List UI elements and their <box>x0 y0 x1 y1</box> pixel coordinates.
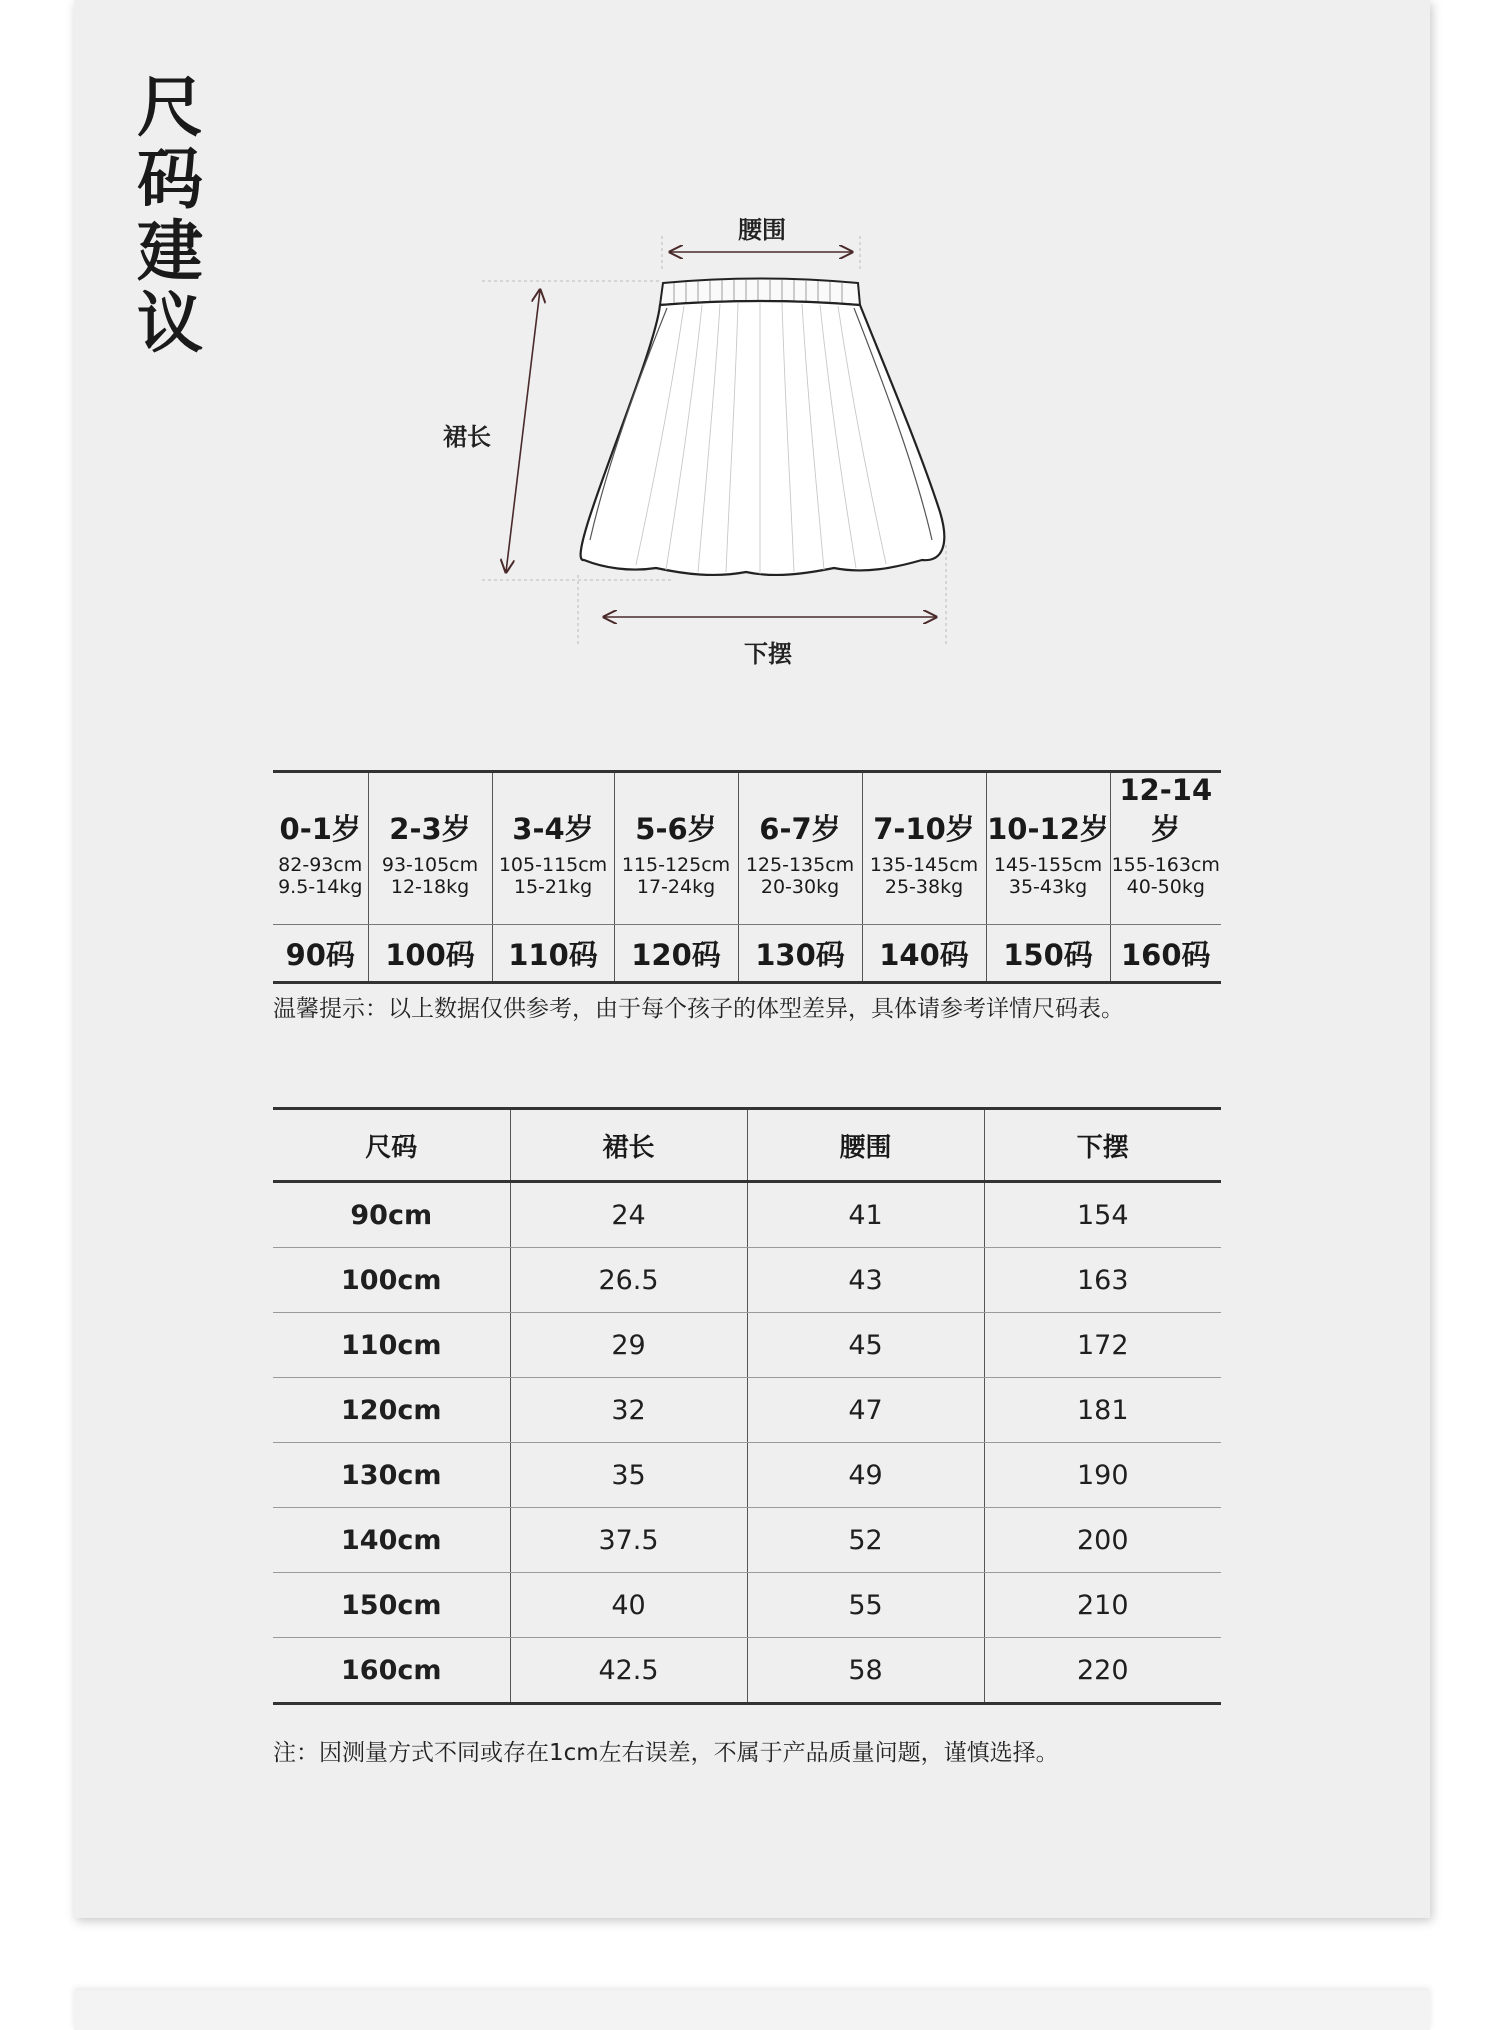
hem-cell: 172 <box>984 1313 1221 1378</box>
size-code-cell: 160码 <box>1110 925 1221 983</box>
header-hem: 下摆 <box>984 1109 1221 1182</box>
title-char: 议 <box>137 285 203 362</box>
hem-cell: 190 <box>984 1443 1221 1508</box>
title-char: 尺 <box>137 69 203 146</box>
size-code-cell: 100码 <box>368 925 492 983</box>
measure-cell <box>1110 848 1221 925</box>
measure-row <box>273 848 1221 925</box>
measurement-error-note: 注：因测量方式不同或存在1cm左右误差，不属于产品质量问题，谨慎选择。 <box>273 1740 1059 1766</box>
height-range: 135-145cm <box>869 854 979 876</box>
weight-range: 12-18kg <box>390 876 470 898</box>
height-range: 155-163cm <box>1111 854 1220 876</box>
table-row <box>273 1573 1221 1638</box>
length-cell: 37.5 <box>510 1508 747 1573</box>
size-cell: 150cm <box>273 1573 510 1638</box>
header-waist: 腰围 <box>747 1109 984 1182</box>
tip-note: 温馨提示：以上数据仅供参考，由于每个孩子的体型差异，具体请参考详情尺码表。 <box>273 996 1124 1022</box>
weight-range: 9.5-14kg <box>278 876 363 898</box>
title-char: 建 <box>137 213 203 290</box>
hem-cell: 163 <box>984 1248 1221 1313</box>
size-cell: 130cm <box>273 1443 510 1508</box>
height-range: 125-135cm <box>745 854 855 876</box>
measurement-table <box>273 1107 1221 1705</box>
header-length: 裙长 <box>510 1109 747 1182</box>
skirt-diagram <box>74 0 1430 720</box>
size-cell: 120cm <box>273 1378 510 1443</box>
length-label: 裙长 <box>443 423 491 451</box>
age-cell: 2-3岁 <box>368 772 492 849</box>
size-code-cell: 90码 <box>273 925 368 983</box>
height-range: 115-125cm <box>621 854 731 876</box>
age-cell: 10-12岁 <box>986 772 1110 849</box>
hem-cell: 154 <box>984 1182 1221 1248</box>
next-card-edge <box>74 1990 1430 2030</box>
measure-cell <box>614 848 738 925</box>
weight-range: 35-43kg <box>1008 876 1088 898</box>
hem-cell: 220 <box>984 1638 1221 1704</box>
age-cell: 0-1岁 <box>273 772 368 849</box>
length-cell: 42.5 <box>510 1638 747 1704</box>
measure-cell <box>862 848 986 925</box>
waist-label: 腰围 <box>738 216 786 244</box>
table-header-row <box>273 1109 1221 1182</box>
hem-label: 下摆 <box>744 640 792 668</box>
size-cell: 140cm <box>273 1508 510 1573</box>
age-cell: 5-6岁 <box>614 772 738 849</box>
weight-range: 17-24kg <box>636 876 716 898</box>
table-row <box>273 1638 1221 1704</box>
height-range: 145-155cm <box>993 854 1103 876</box>
size-code-cell: 120码 <box>614 925 738 983</box>
length-cell: 35 <box>510 1443 747 1508</box>
measure-cell <box>368 848 492 925</box>
length-cell: 40 <box>510 1573 747 1638</box>
waist-cell: 43 <box>747 1248 984 1313</box>
age-cell: 6-7岁 <box>738 772 862 849</box>
height-range: 105-115cm <box>498 854 608 876</box>
length-cell: 32 <box>510 1378 747 1443</box>
hem-cell: 210 <box>984 1573 1221 1638</box>
size-cell: 110cm <box>273 1313 510 1378</box>
age-row <box>273 772 1221 849</box>
age-size-table <box>273 770 1221 984</box>
size-cell: 160cm <box>273 1638 510 1704</box>
waist-cell: 49 <box>747 1443 984 1508</box>
height-range: 82-93cm <box>278 854 363 876</box>
table-row <box>273 1248 1221 1313</box>
table-row <box>273 1443 1221 1508</box>
hem-cell: 200 <box>984 1508 1221 1573</box>
size-cell: 90cm <box>273 1182 510 1248</box>
measure-cell <box>738 848 862 925</box>
size-code-cell: 140码 <box>862 925 986 983</box>
age-cell: 7-10岁 <box>862 772 986 849</box>
weight-range: 15-21kg <box>513 876 593 898</box>
size-row <box>273 925 1221 983</box>
height-range: 93-105cm <box>381 854 479 876</box>
waist-cell: 52 <box>747 1508 984 1573</box>
title-char: 码 <box>137 141 203 218</box>
skirt-illustration <box>74 0 1430 720</box>
waist-cell: 55 <box>747 1573 984 1638</box>
table-row <box>273 1182 1221 1248</box>
hem-cell: 181 <box>984 1378 1221 1443</box>
measure-cell <box>986 848 1110 925</box>
length-cell: 26.5 <box>510 1248 747 1313</box>
table-row <box>273 1313 1221 1378</box>
age-cell: 3-4岁 <box>492 772 614 849</box>
size-guide-card <box>74 0 1430 1918</box>
length-cell: 29 <box>510 1313 747 1378</box>
waist-cell: 58 <box>747 1638 984 1704</box>
size-code-cell: 150码 <box>986 925 1110 983</box>
size-code-cell: 110码 <box>492 925 614 983</box>
measure-cell <box>273 848 368 925</box>
weight-range: 20-30kg <box>760 876 840 898</box>
length-cell: 24 <box>510 1182 747 1248</box>
size-code-cell: 130码 <box>738 925 862 983</box>
table-row <box>273 1508 1221 1573</box>
header-size: 尺码 <box>273 1109 510 1182</box>
size-cell: 100cm <box>273 1248 510 1313</box>
waist-cell: 47 <box>747 1378 984 1443</box>
waist-cell: 41 <box>747 1182 984 1248</box>
table-row <box>273 1378 1221 1443</box>
age-cell: 12-14岁 <box>1110 772 1221 849</box>
weight-range: 25-38kg <box>884 876 964 898</box>
waist-cell: 45 <box>747 1313 984 1378</box>
length-arrow <box>506 290 540 572</box>
weight-range: 40-50kg <box>1126 876 1205 898</box>
measure-cell <box>492 848 614 925</box>
